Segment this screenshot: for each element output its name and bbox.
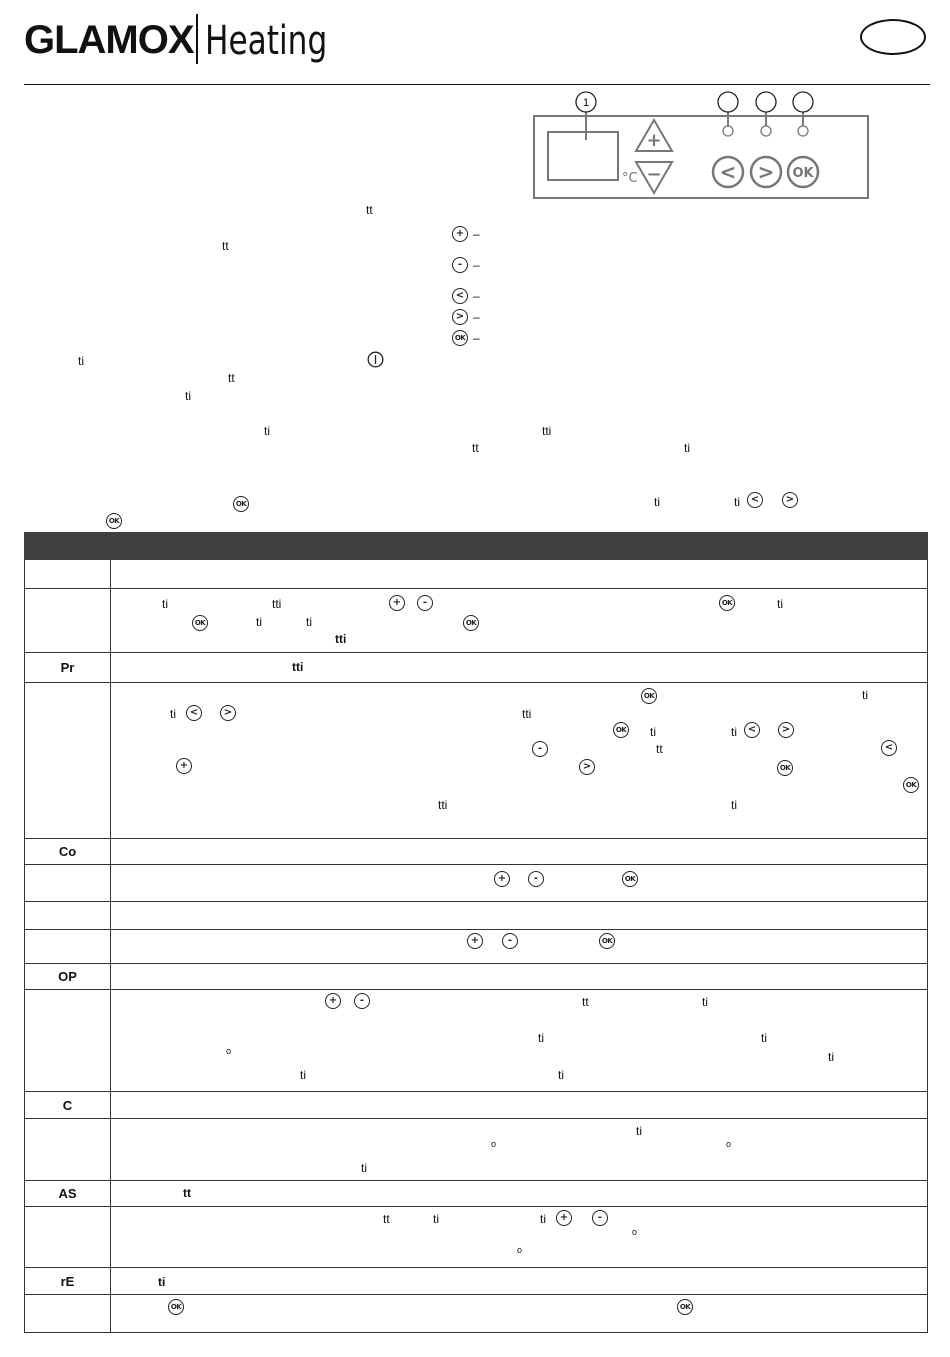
plus-circle-icon: +: [325, 993, 341, 1009]
chevron-left-circle-icon: <: [452, 288, 468, 304]
text-fragment: ti: [170, 707, 176, 721]
chevron-left-circle-icon: <: [744, 722, 760, 738]
legend-dash: –: [473, 227, 480, 241]
text-fragment: tt: [582, 995, 589, 1009]
text-fragment: ti: [761, 1031, 767, 1045]
table-row: [24, 865, 928, 902]
minus-circle-icon: -: [592, 1210, 608, 1226]
minus-circle-icon: -: [354, 993, 370, 1009]
text-fragment: tti: [438, 798, 448, 812]
ok-circle-icon: OK: [106, 513, 122, 529]
table-row: [24, 902, 928, 930]
text-fragment: ti: [300, 1068, 306, 1082]
led-3: [798, 126, 808, 136]
table-row: [24, 839, 928, 865]
table-row: [24, 683, 928, 839]
minus-circle-icon: -: [452, 257, 468, 273]
text-fragment: ti: [777, 597, 783, 611]
text-fragment: tti: [335, 632, 347, 646]
chevron-left-circle-icon: <: [186, 705, 202, 721]
callout-4-circle: [793, 92, 813, 112]
text-fragment: ti: [540, 1212, 546, 1226]
ok-circle-icon: OK: [677, 1299, 693, 1315]
minus-circle-icon: -: [528, 871, 544, 887]
text-fragment: o: [517, 1245, 523, 1255]
table-row: [24, 1207, 928, 1268]
code-label: Co: [58, 844, 77, 859]
power-icon: [367, 351, 384, 368]
chevron-right-circle-icon: >: [452, 309, 468, 325]
text-fragment: ti: [731, 798, 737, 812]
text-fragment: ti: [162, 597, 168, 611]
table-row: [24, 653, 928, 683]
brand-divider: [196, 14, 198, 64]
svg-text:−: −: [646, 164, 662, 185]
plus-circle-icon: +: [556, 1210, 572, 1226]
ok-circle-icon: OK: [192, 615, 208, 631]
ok-circle-icon: OK: [613, 722, 629, 738]
text-fragment: o: [226, 1046, 232, 1056]
ok-circle-icon: OK: [168, 1299, 184, 1315]
chevron-right-circle-icon: >: [220, 705, 236, 721]
text-fragment: ti: [433, 1212, 439, 1226]
ok-circle-icon: OK: [452, 330, 468, 346]
chevron-right-circle-icon: >: [778, 722, 794, 738]
text-fragment: tt: [228, 371, 235, 385]
callout-2-circle: [718, 92, 738, 112]
legend-dash: –: [473, 258, 480, 272]
text-fragment: o: [632, 1227, 638, 1237]
chevron-right-circle-icon: >: [782, 492, 798, 508]
text-fragment: tti: [272, 597, 282, 611]
text-fragment: tti: [542, 424, 552, 438]
text-fragment: ti: [185, 389, 191, 403]
svg-text:<: <: [719, 160, 737, 184]
ok-circle-icon: OK: [641, 688, 657, 704]
text-fragment: tti: [522, 707, 532, 721]
text-fragment: ti: [158, 1275, 166, 1289]
text-fragment: o: [726, 1139, 732, 1149]
text-fragment: ti: [306, 615, 312, 629]
legend-dash: –: [473, 289, 480, 303]
text-fragment: ti: [264, 424, 270, 438]
text-fragment: ti: [78, 354, 84, 368]
table-row: [24, 1092, 928, 1119]
text-fragment: ti: [256, 615, 262, 629]
ok-circle-icon: OK: [233, 496, 249, 512]
callout-1-label: 1: [582, 97, 590, 109]
language-badge: [860, 19, 926, 55]
code-label: AS: [58, 1186, 77, 1201]
text-fragment: ti: [636, 1124, 642, 1138]
table-row: [24, 1119, 928, 1181]
plus-circle-icon: +: [494, 871, 510, 887]
panel-display: [548, 132, 618, 180]
text-fragment: tt: [222, 239, 229, 253]
legend-dash: –: [473, 331, 480, 345]
plus-circle-icon: +: [467, 933, 483, 949]
text-fragment: ti: [361, 1161, 367, 1175]
svg-text:OK: OK: [792, 166, 814, 181]
ok-circle-icon: OK: [599, 933, 615, 949]
ok-circle-icon: OK: [903, 777, 919, 793]
text-fragment: tt: [183, 1186, 191, 1200]
header-rule: [24, 84, 930, 85]
chevron-right-circle-icon: >: [579, 759, 595, 775]
text-fragment: tt: [383, 1212, 390, 1226]
text-fragment: ti: [828, 1050, 834, 1064]
text-fragment: tt: [656, 742, 663, 756]
text-fragment: tti: [292, 660, 304, 674]
plus-circle-icon: +: [452, 226, 468, 242]
text-fragment: ti: [702, 995, 708, 1009]
ok-circle-icon: OK: [622, 871, 638, 887]
text-fragment: ti: [734, 495, 740, 509]
text-fragment: ti: [654, 495, 660, 509]
ok-circle-icon: OK: [463, 615, 479, 631]
table-header: [24, 532, 928, 560]
led-1: [723, 126, 733, 136]
panel-frame: [534, 116, 868, 198]
brand-name: GLAMOX: [24, 18, 194, 62]
minus-circle-icon: -: [532, 741, 548, 757]
code-label: rE: [60, 1274, 75, 1289]
chevron-left-circle-icon: <: [881, 740, 897, 756]
ok-circle-icon: OK: [719, 595, 735, 611]
text-fragment: ti: [650, 725, 656, 739]
text-fragment: ti: [538, 1031, 544, 1045]
minus-circle-icon: -: [417, 595, 433, 611]
svg-text:>: >: [757, 160, 775, 184]
text-fragment: ti: [684, 441, 690, 455]
text-fragment: o: [491, 1139, 497, 1149]
table-row: [24, 1295, 928, 1333]
plus-circle-icon: +: [176, 758, 192, 774]
product-name: Heating: [205, 18, 328, 64]
text-fragment: ti: [558, 1068, 564, 1082]
temp-unit: °C: [622, 171, 638, 186]
code-label: OP: [58, 969, 77, 984]
led-2: [761, 126, 771, 136]
table-row: [24, 560, 928, 589]
table-row: [24, 1181, 928, 1207]
callout-3-circle: [756, 92, 776, 112]
code-label: C: [62, 1098, 73, 1113]
svg-text:+: +: [646, 130, 662, 151]
ok-circle-icon: OK: [777, 760, 793, 776]
plus-circle-icon: +: [389, 595, 405, 611]
table-row: [24, 990, 928, 1092]
table-row: [24, 964, 928, 990]
text-fragment: ti: [731, 725, 737, 739]
minus-circle-icon: -: [502, 933, 518, 949]
text-fragment: ti: [862, 688, 868, 702]
text-fragment: tt: [472, 441, 479, 455]
code-label: Pr: [60, 660, 75, 675]
legend-dash: –: [473, 310, 480, 324]
chevron-left-circle-icon: <: [747, 492, 763, 508]
text-fragment: tt: [366, 203, 373, 217]
control-panel-diagram: [520, 88, 880, 204]
